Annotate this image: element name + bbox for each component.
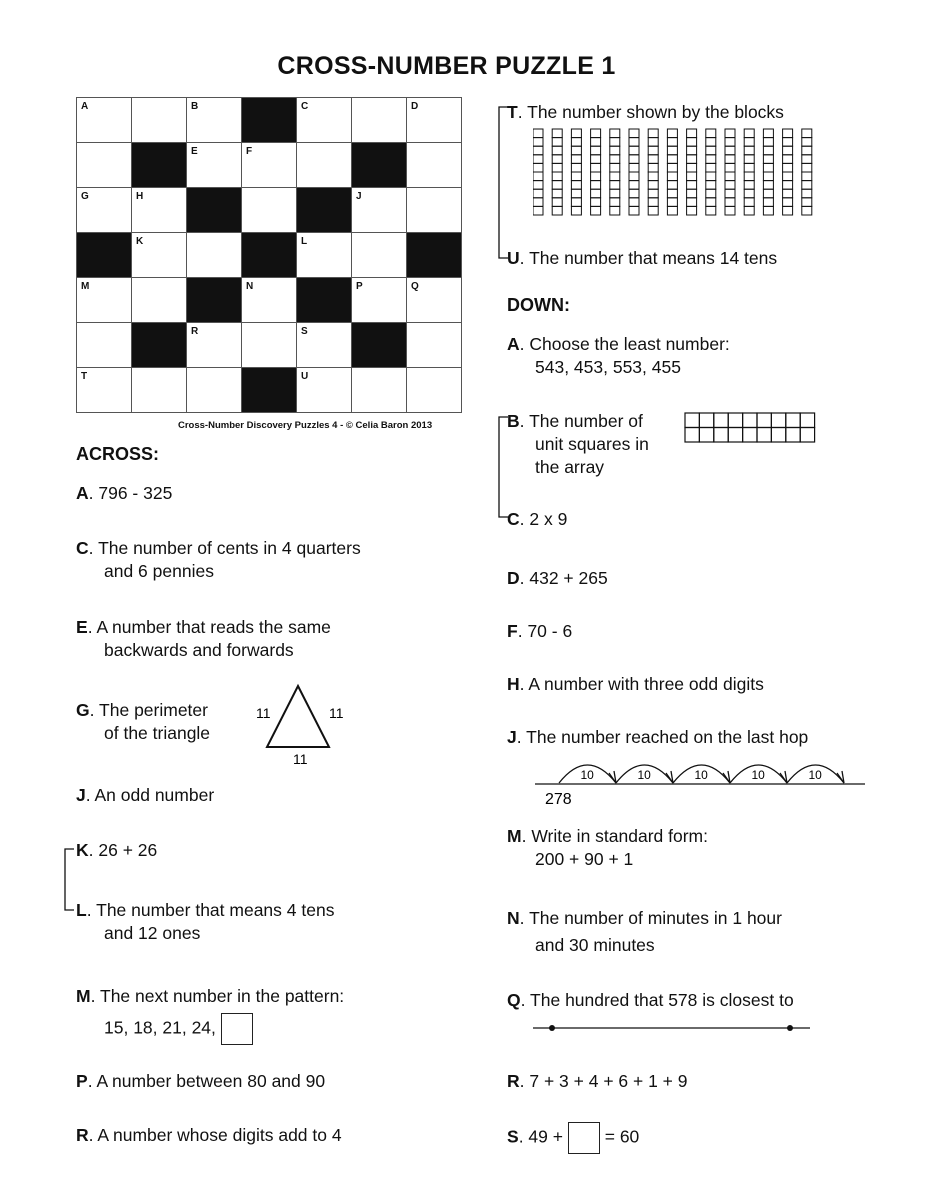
- across-clue-p: P. A number between 80 and 90: [76, 1071, 326, 1091]
- grid-cell-label: F: [246, 146, 253, 157]
- copyright-credit: Cross-Number Discovery Puzzles 4 - © Celia Baron 2013: [178, 420, 433, 431]
- tens-rod: [667, 129, 677, 215]
- grid-black-cell: [242, 98, 297, 143]
- unit-square: [771, 413, 785, 428]
- tens-blocks-figure: [533, 128, 833, 218]
- grid-cell[interactable]: [297, 323, 352, 368]
- unit-square: [743, 428, 757, 443]
- tens-rod: [648, 129, 658, 215]
- across-clue-g: G. The perimeter of the triangle: [76, 700, 211, 743]
- down-clue-s: S. 49 + = 60: [507, 1122, 639, 1154]
- grid-cell[interactable]: [407, 98, 462, 143]
- grid-cell[interactable]: [242, 323, 297, 368]
- triangle-shape: [267, 686, 329, 747]
- grid-cell[interactable]: [297, 98, 352, 143]
- across-clue-c: C. The number of cents in 4 quarters and 6 pennies: [76, 538, 361, 581]
- grid-cell-label: A: [81, 101, 89, 112]
- tens-rod: [610, 129, 620, 215]
- grid-cell-label: T: [81, 371, 88, 382]
- grid-cell[interactable]: [352, 278, 407, 323]
- grid-cell[interactable]: [77, 143, 132, 188]
- unit-square: [743, 413, 757, 428]
- grid-cell[interactable]: [407, 188, 462, 233]
- down-heading: DOWN:: [507, 295, 570, 315]
- grid-cell-label: C: [301, 101, 309, 112]
- unit-square: [786, 413, 800, 428]
- tens-rod: [725, 129, 735, 215]
- grid-cell-label: M: [81, 281, 90, 292]
- grid-cell[interactable]: [352, 233, 407, 278]
- across-clue-m: M. The next number in the pattern: 15, 18, 21, 24,: [76, 985, 344, 1045]
- unit-square: [800, 413, 814, 428]
- across-clue-j: J. An odd number: [76, 785, 215, 805]
- across-clue-k: K. 26 + 26: [76, 840, 158, 860]
- grid-cell[interactable]: [352, 98, 407, 143]
- grid-cell-label: L: [301, 236, 308, 247]
- triangle-figure: [250, 680, 360, 770]
- grid-cell-label: D: [411, 101, 419, 112]
- grid-cell[interactable]: [77, 278, 132, 323]
- grid-black-cell: [187, 278, 242, 323]
- grid-cell[interactable]: [407, 143, 462, 188]
- number-line-right-dot: [787, 1025, 793, 1031]
- down-clue-h: H. A number with three odd digits: [507, 674, 764, 694]
- number-line-start-label: 278: [545, 791, 572, 808]
- down-clue-b: B. The number of unit squares in the array: [507, 411, 649, 477]
- grid-cell[interactable]: [132, 98, 187, 143]
- grid-black-cell: [132, 323, 187, 368]
- triangle-side-bottom: 11: [293, 751, 308, 767]
- unit-square: [699, 413, 713, 428]
- grid-cell[interactable]: [407, 278, 462, 323]
- grid-black-cell: [242, 368, 297, 413]
- down-clue-j: J. The number reached on the last hop: [507, 727, 809, 747]
- grid-cell[interactable]: [132, 188, 187, 233]
- grid-cell-label: Q: [411, 281, 419, 292]
- grid-cell-label: R: [191, 326, 199, 337]
- grid-cell[interactable]: [297, 143, 352, 188]
- down-clue-q: Q. The hundred that 578 is closest to: [507, 990, 794, 1010]
- grid-cell-label: B: [191, 101, 199, 112]
- grid-black-cell: [297, 188, 352, 233]
- grid-cell[interactable]: [77, 188, 132, 233]
- grid-row: [77, 368, 462, 413]
- grid-black-cell: [242, 233, 297, 278]
- grid-cell[interactable]: [187, 368, 242, 413]
- down-clue-c: C. 2 x 9: [507, 509, 568, 529]
- page-title: CROSS-NUMBER PUZZLE 1: [277, 52, 616, 80]
- grid-black-cell: [297, 278, 352, 323]
- grid-black-cell: [352, 323, 407, 368]
- down-clue-a: A. Choose the least number: 543, 453, 553, 455: [507, 334, 730, 377]
- unit-square: [685, 428, 699, 443]
- grid-row: [77, 188, 462, 233]
- grid-cell[interactable]: [407, 368, 462, 413]
- grid-cell[interactable]: [132, 278, 187, 323]
- hop-label: 10: [637, 768, 651, 782]
- number-line-left-dot: [549, 1025, 555, 1031]
- unit-square: [714, 428, 728, 443]
- tens-rod: [802, 129, 812, 215]
- crossnumber-grid: [76, 97, 462, 413]
- grid-black-cell: [187, 188, 242, 233]
- grid-cell[interactable]: [77, 368, 132, 413]
- grid-cell-label: E: [191, 146, 198, 157]
- grid-row: [77, 233, 462, 278]
- triangle-side-right: 11: [329, 705, 344, 721]
- grid-cell[interactable]: [242, 143, 297, 188]
- grid-cell-label: H: [136, 191, 144, 202]
- grid-row: [77, 98, 462, 143]
- across-clue-u: U. The number that means 14 tens: [507, 248, 778, 268]
- grid-cell[interactable]: [77, 98, 132, 143]
- hop-label: 10: [580, 768, 594, 782]
- grid-cell-label: J: [356, 191, 362, 202]
- unit-square: [685, 413, 699, 428]
- grid-cell[interactable]: [187, 98, 242, 143]
- down-clue-r: R. 7 + 3 + 4 + 6 + 1 + 9: [507, 1071, 688, 1091]
- grid-black-cell: [407, 233, 462, 278]
- down-clue-n: N. The number of minutes in 1 hour and 30 minutes: [507, 908, 782, 955]
- grid-cell[interactable]: [187, 323, 242, 368]
- number-line-hops: [535, 755, 870, 811]
- grid-cell[interactable]: [132, 233, 187, 278]
- unit-square: [714, 413, 728, 428]
- tens-rod: [629, 129, 639, 215]
- hop-label: 10: [694, 768, 708, 782]
- down-clue-d: D. 432 + 265: [507, 568, 608, 588]
- down-clue-m: M. Write in standard form: 200 + 90 + 1: [507, 826, 708, 869]
- unit-square: [800, 428, 814, 443]
- across-clue-l: L. The number that means 4 tens and 12 ones: [76, 900, 335, 943]
- unit-square: [786, 428, 800, 443]
- grid-cell-label: G: [81, 191, 89, 202]
- grid-cell[interactable]: [77, 323, 132, 368]
- grid-black-cell: [132, 143, 187, 188]
- grid-cell-label: P: [356, 281, 363, 292]
- grid-cell[interactable]: [407, 323, 462, 368]
- tens-rod: [744, 129, 754, 215]
- unit-square: [728, 428, 742, 443]
- grid-cell-label: U: [301, 371, 309, 382]
- grid-cell-label: N: [246, 281, 254, 292]
- grid-cell[interactable]: [297, 233, 352, 278]
- tens-rod: [763, 129, 773, 215]
- triangle-side-left: 11: [256, 705, 271, 721]
- grid-row: [77, 278, 462, 323]
- unit-square: [757, 413, 771, 428]
- hop-label: 10: [751, 768, 765, 782]
- grid-cell[interactable]: [352, 188, 407, 233]
- missing-addend-box[interactable]: [568, 1122, 600, 1154]
- grid-cell[interactable]: [242, 278, 297, 323]
- across-heading: ACROSS:: [76, 444, 160, 464]
- grid-black-cell: [77, 233, 132, 278]
- grid-cell-label: S: [301, 326, 308, 337]
- tens-rod: [706, 129, 716, 215]
- tens-rod: [783, 129, 793, 215]
- tens-rod: [571, 129, 581, 215]
- down-clue-f: F. 70 - 6: [507, 621, 573, 641]
- grid-cell[interactable]: [187, 143, 242, 188]
- unit-square: [699, 428, 713, 443]
- grid-row: [77, 323, 462, 368]
- unit-square: [728, 413, 742, 428]
- pattern-answer-box[interactable]: [221, 1013, 253, 1045]
- rounding-number-line: [530, 1020, 815, 1036]
- across-clue-t: T. The number shown by the blocks: [507, 102, 784, 122]
- tens-rod: [533, 129, 543, 215]
- tu-bracket: [496, 104, 512, 264]
- grid-cell-label: K: [136, 236, 144, 247]
- across-clue-e: E. A number that reads the same backwards and forwards: [76, 617, 331, 660]
- unit-square: [771, 428, 785, 443]
- grid-cell[interactable]: [352, 368, 407, 413]
- across-clue-a: A. 796 - 325: [76, 483, 173, 503]
- across-clue-r: R. A number whose digits add to 4: [76, 1125, 342, 1145]
- tens-rod: [552, 129, 562, 215]
- grid-cell[interactable]: [132, 368, 187, 413]
- grid-black-cell: [352, 143, 407, 188]
- grid-cell[interactable]: [297, 368, 352, 413]
- tens-rod: [687, 129, 697, 215]
- grid-row: [77, 143, 462, 188]
- grid-cell[interactable]: [187, 233, 242, 278]
- unit-square: [757, 428, 771, 443]
- grid-cell[interactable]: [242, 188, 297, 233]
- tens-rod: [591, 129, 601, 215]
- unit-squares-array: [684, 412, 818, 444]
- hop-label: 10: [808, 768, 822, 782]
